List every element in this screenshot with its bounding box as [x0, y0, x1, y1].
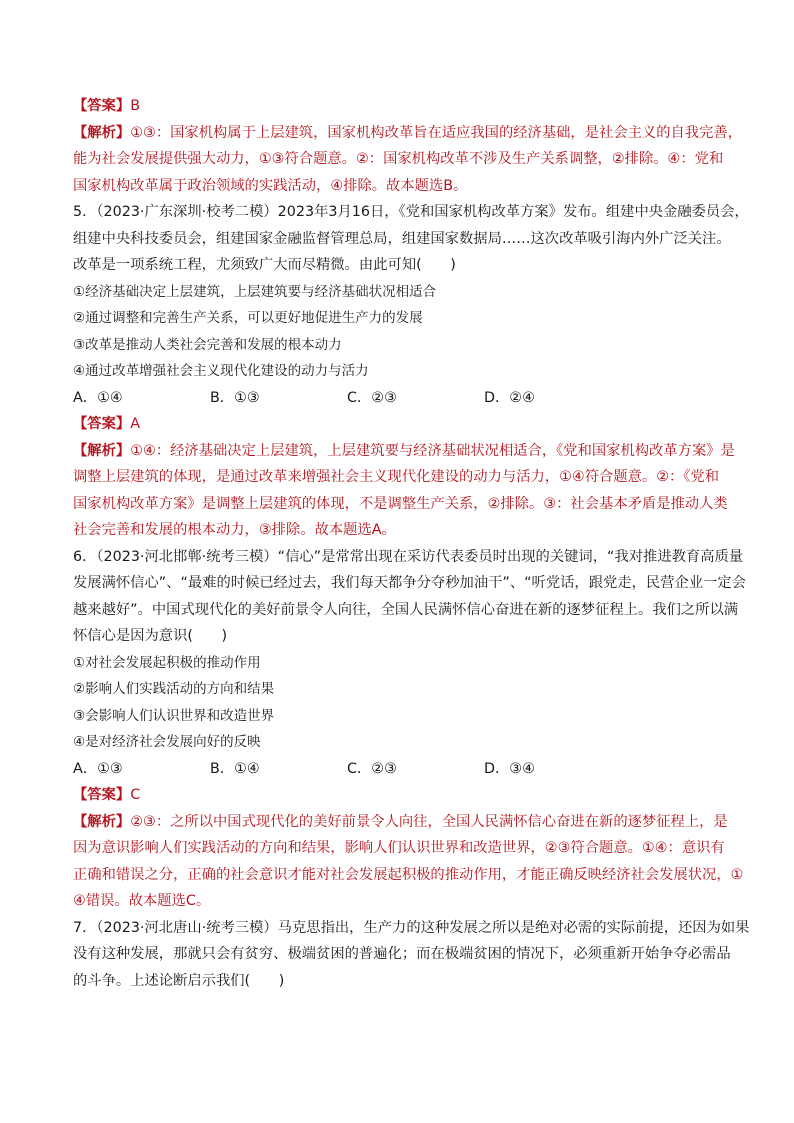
question-stem-line: 改革是一项系统工程，尤须致广大而尽精微。由此可知( )	[73, 257, 456, 273]
question-stem-line: 怀信心是因为意识( )	[73, 628, 228, 644]
analysis-line: 正确和错误之分，正确的社会意识才能对社会发展起积极的推动作用，才能正确反映经济社会发展状况，①	[73, 866, 744, 883]
statement: ④是对经济社会发展向好的反映	[73, 734, 261, 750]
choice-c: C．②③	[347, 760, 397, 777]
question-stem-line: 没有这种发展，那就只会有贫穷、极端贫困的普遍化；而在极端贫困的情况下，必须重新开始争夺必需品	[73, 946, 731, 962]
analysis-line: 【解析】①④：经济基础决定上层建筑，上层建筑要与经济基础状况相适合，《党和国家机构改革方案》是	[73, 442, 735, 459]
analysis-line: 社会完善和发展的根本动力，③排除。故本题选A。	[73, 522, 396, 538]
statement: ④通过改革增强社会主义现代化建设的动力与活力	[73, 363, 369, 379]
answer-line	[73, 782, 733, 809]
choice-d: D．③④	[484, 760, 535, 777]
statement: ③改革是推动人类社会完善和发展的根本动力	[73, 336, 342, 353]
analysis-tag: 【解析】	[73, 442, 131, 459]
question-stem-line: 7．（2023·河北唐山·统考三模）马克思指出，生产力的这种发展之所以是绝对必需的实际前提，还因为如果	[73, 919, 750, 936]
choice-b: B．①④	[210, 760, 260, 777]
question-stem-line: 越来越好”。中国式现代化的美好前景令人向往，全国人民满怀信心奋进在新的逐梦征程上。我们之所以满	[73, 601, 739, 618]
answer-tag: 【答案】	[73, 416, 131, 432]
choice-b: B．①③	[210, 389, 260, 406]
choice-d: D．②④	[484, 389, 535, 406]
answer-line	[73, 411, 733, 438]
statement: ②影响人们实践活动的方向和结果	[73, 681, 275, 697]
analysis-line: 因为意识影响人们实践活动的方向和结果，影响人们认识世界和改造世界，②③符合题意。①④：意识有	[73, 840, 725, 856]
question-stem-line: 发展满怀信心”、“最难的时候已经过去，我们每天都争分夺秒加油干”、“听党话，跟党走，民营企业一定会	[73, 575, 746, 591]
analysis-line: ④错误。故本题选C。	[73, 893, 211, 909]
answer-value: C	[130, 787, 141, 803]
question-stem-line: 5．（2023·广东深圳·校考二模）2023年3月16日，《党和国家机构改革方案》发布。组建中央金融委员会，	[73, 204, 749, 220]
analysis-line: 调整上层建筑的体现，是通过改革来增强社会主义现代化建设的动力与活力，①④符合题意。②：《党和	[73, 469, 720, 485]
choices-row	[73, 756, 733, 783]
choices-row	[73, 385, 733, 412]
analysis-line: 【解析】①③：国家机构属于上层建筑，国家机构改革旨在适应我国的经济基础，是社会主义的自我完善，	[73, 124, 742, 141]
answer-tag: 【答案】	[73, 787, 131, 803]
statement: ①经济基础决定上层建筑，上层建筑要与经济基础状况相适合	[73, 283, 437, 300]
statement: ②通过调整和完善生产关系，可以更好地促进生产力的发展	[73, 310, 423, 326]
statement: ③会影响人们认识世界和改造世界	[73, 707, 275, 724]
question-stem-line: 6．（2023·河北邯郸·统考三模）“信心”是常常出现在采访代表委员时出现的关键词，“我对推进教育高质量	[73, 548, 744, 565]
analysis-line: 能为社会发展提供强大动力，①③符合题意。②：国家机构改革不涉及生产关系调整，②排除。④：党和	[73, 151, 724, 167]
analysis-line: 【解析】②③：之所以中国式现代化的美好前景令人向往，全国人民满怀信心奋进在新的逐梦征程上，是	[73, 813, 728, 830]
exam-page	[73, 93, 750, 994]
choice-c: C．②③	[347, 389, 397, 406]
analysis-line: 国家机构改革方案》是调整上层建筑的体现，不是调整生产关系，②排除。③：社会基本矛盾是推动人类	[73, 495, 728, 512]
question-stem-line: 的斗争。上述论断启示我们( )	[73, 972, 285, 989]
answer-tag: 【答案】	[73, 98, 131, 114]
analysis-line: 国家机构改革属于政治领域的实践活动，④排除。故本题选B。	[73, 177, 468, 194]
answer-line	[73, 93, 733, 120]
answer-value: A	[130, 416, 140, 432]
answer-value: B	[130, 98, 140, 114]
statement: ①对社会发展起积极的推动作用	[73, 654, 261, 671]
choice-a: A．①④	[73, 389, 123, 406]
analysis-tag: 【解析】	[73, 124, 131, 141]
analysis-tag: 【解析】	[73, 813, 131, 830]
choice-a: A．①③	[73, 760, 123, 777]
question-stem-line: 组建中央科技委员会，组建国家金融监督管理总局，组建国家数据局……这次改革吸引海内外广泛关注。	[73, 230, 731, 247]
